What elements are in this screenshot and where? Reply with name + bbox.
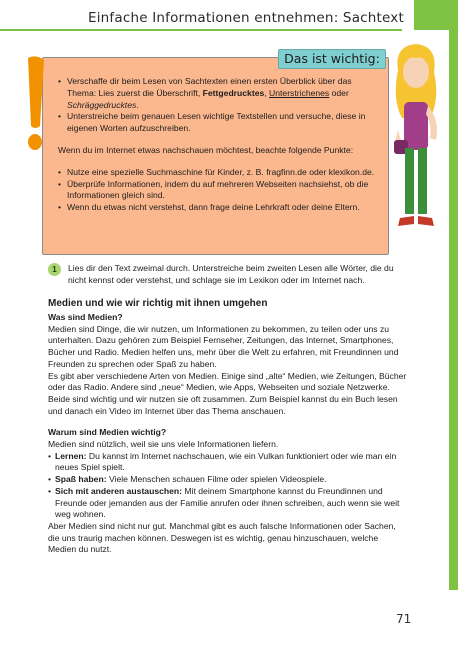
wichtig-tab: Das ist wichtig: [278,49,386,69]
page-title: Einfache Informationen entnehmen: Sachtext [87,10,404,26]
girl-illustration [380,40,450,250]
benefit-item [48,474,408,486]
info-box-content [58,76,380,214]
article-body [48,312,408,556]
task-text: Lies dir den Text zweimal durch. Unterstreiche beim zweiten Lesen alle Wörter, die du nicht kennst oder verstehst, und schlage sie im Lexikon oder im Internet nach. [68,263,394,285]
side-bar-decoration [449,30,458,590]
task-number-badge: 1 [48,263,61,276]
internet-intro: Wenn du im Internet etwas nachschauen möchtest, beachte folgende Punkte: [58,144,354,155]
internet-point: • Nutze eine spezielle Suchmaschine für Kinder, z. B. fragfinn.de oder klexikon.de. [58,167,380,179]
header-tab-decoration [414,0,458,30]
subheading-warum-wichtig: Warum sind Medien wichtig? [48,427,167,438]
benefit-label: Lernen: [55,450,87,461]
tips-list [58,76,380,135]
article-paragraph: Aber Medien sind nicht nur gut. Manchmal gibt es auch falsche Informationen oder Sachen, die uns traurig machen können. Deswegen ist es wichtig, genau hinzuschauen, welche Medien du nutzt. [48,520,396,555]
benefit-item [48,486,408,521]
internet-point: • Überprüfe Informationen, indem du auf mehreren Webseiten nachsiehst, ob die Informationen gleich sind. [58,179,380,203]
italic-term: Schräggedrucktes [67,99,137,110]
tip-overview [58,76,380,111]
article-heading: Medien und wie wir richtig mit ihnen umgehen [48,298,268,309]
exclamation-icon [20,56,50,156]
tip-text: , [264,87,270,98]
internet-points-list [58,167,380,214]
internet-point: • Wenn du etwas nicht verstehst, dann frage deine Lehrkraft oder deine Eltern. [58,202,380,214]
page-header [0,0,458,44]
article-paragraph: Es gibt aber verschiedene Arten von Medien. Einige sind „alte“ Medien, wie Zeitungen, Bücher oder das Radio. Andere sind „neue“ Medien, wie Apps, Webseiten und soziale Netzwerke. Beide sind wichtig und wir nutzen sie oft zusammen. Zum Beispiel kannst du ein Buch lesen und danach ein Video im Internet über das Thema anschauen. [48,370,407,416]
benefit-text: Mit deinem Smartphone kannst du Freundinnen und Freunde oder jemanden aus der Familie anrufen oder ihnen schreiben, auch wenn sie weit weg wohnen. [55,485,400,520]
bold-term: Fettgedrucktes [202,87,265,98]
benefit-label: Spaß haben: [55,474,107,485]
benefit-text: Du kannst im Internet nachschauen, wie ein Vulkan funktioniert oder wie man ein neues Spiel spielt. [55,450,397,473]
subheading-was-sind-medien: Was sind Medien? [48,312,123,322]
article-paragraph: Medien sind Dinge, die wir nutzen, um Informationen zu bekommen, zu teilen oder uns zu unterhalten. Dazu gehören zum Beispiel Fernseher, Zeitungen, das Internet, Smartphones, Bücher und Radio. Medien helfen uns, mehr über die Welt zu erfahren, mit Freundinnen und Freunden zu sprechen oder Spaß zu haben. [48,323,399,369]
tip-underline: • Unterstreiche beim genauen Lesen wichtige Textstellen und versuche, diese in eigenen Worten aufzuschreiben. [58,111,380,135]
benefit-item [48,451,408,474]
header-rule [0,29,402,31]
tip-text: oder [329,87,349,98]
tip-text: Verschaffe dir beim Lesen von Sachtexten einen ersten Überblick über das Thema: Lies zuerst die Überschrift, [67,76,352,98]
benefits-list [48,451,408,521]
underlined-term: Unterstrichenes [269,87,330,98]
page-number: 71 [396,612,412,626]
benefit-label: Sich mit anderen austauschen: [55,485,183,496]
tip-text: . [136,99,139,110]
benefit-text: Viele Menschen schauen Filme oder spielen Videospiele. [106,474,327,485]
article-paragraph: Medien sind nützlich, weil sie uns viele Informationen liefern. [48,439,279,450]
